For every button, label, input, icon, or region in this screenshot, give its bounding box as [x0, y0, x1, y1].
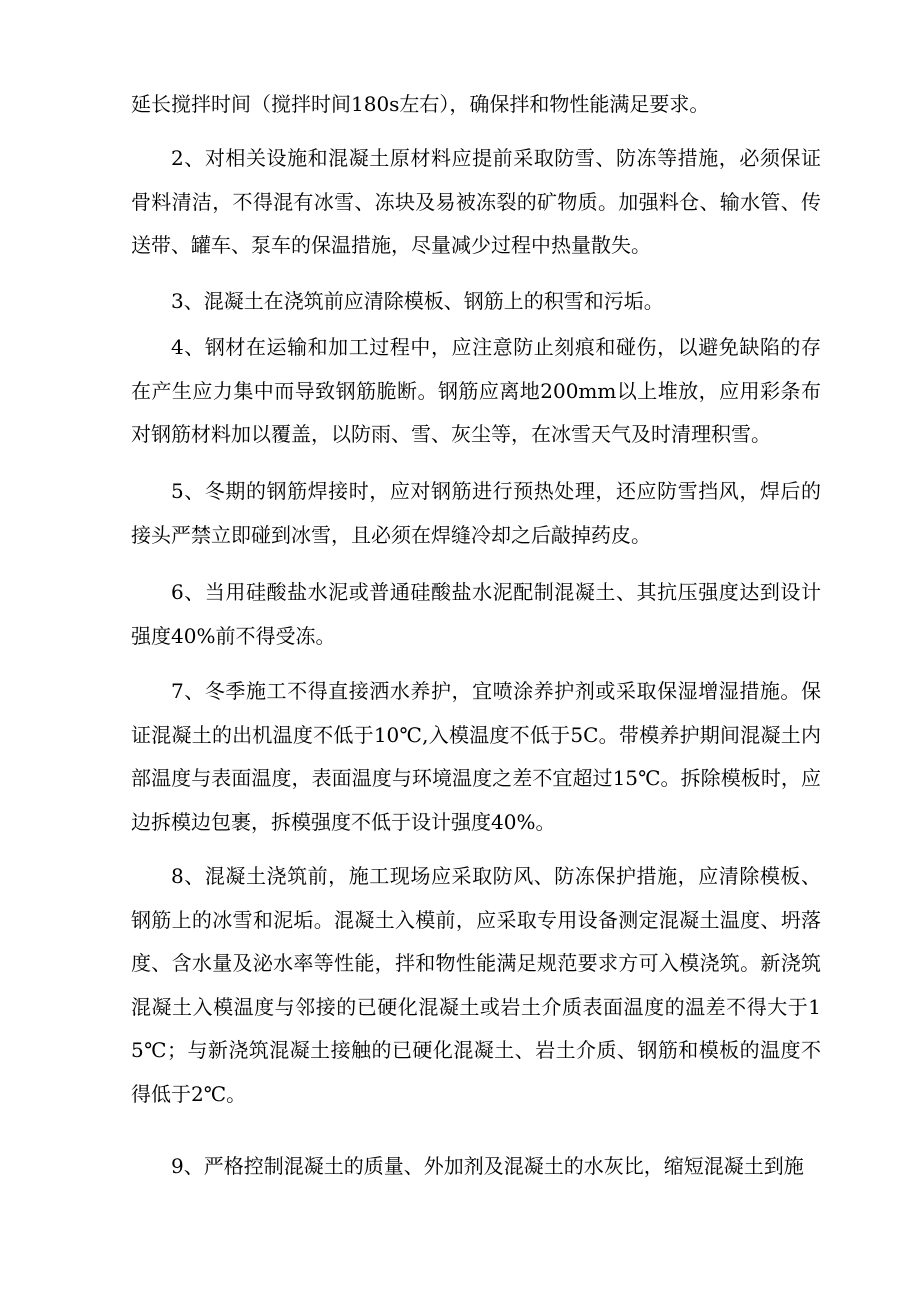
paragraph-item-2: 2、对相关设施和混凝土原材料应提前采取防雪、防冻等措施，必须保证骨料清洁，不得混有冰雪、冻块及易被冻裂的矿物质。加强料仓、输水管、传送带、罐车、泵车的保温措施，尽量减少过程中热量散失。: [131, 146, 821, 257]
paragraph-item-6: 6、当用硅酸盐水泥或普通硅酸盐水泥配制混凝土、其抗压强度达到设计强度40%前不得受冻。: [131, 580, 821, 648]
paragraph-item-3: 3、混凝土在浇筑前应清除模板、钢筋上的积雪和污垢。: [171, 289, 664, 313]
paragraph-item-4: 4、钢材在运输和加工过程中，应注意防止刻痕和碰伤，以避免缺陷的存在产生应力集中而导致钢筋脆断。钢筋应离地200mm以上堆放，应用彩条布对钢筋材料加以覆盖，以防雨、雪、灰尘等，在冰雪天气及时清理积雪。: [131, 335, 821, 446]
paragraph-item-5: 5、冬期的钢筋焊接时，应对钢筋进行预热处理，还应防雪挡风，焊后的接头严禁立即碰到冰雪，且必须在焊缝冷却之后敲掉药皮。: [131, 479, 821, 547]
paragraph-continuation: 延长搅拌时间（搅拌时间180s左右），确保拌和物性能满足要求。: [131, 92, 710, 116]
paragraph-item-9: 9、严格控制混凝土的质量、外加剂及混凝土的水灰比，缩短混凝土到施: [171, 1154, 804, 1178]
paragraph-item-8: 8、混凝土浇筑前，施工现场应采取防风、防冻保护措施，应清除模板、钢筋上的冰雪和泥垢。混凝土入模前，应采取专用设备测定混凝土温度、坍落度、含水量及泌水率等性能，拌和物性能满足规范要求方可入模浇筑。新浇筑混凝土入模温度与邻接的已硬化混凝土或岩土介质表面温度的温差不得大于15℃；与新浇筑混凝土接触的已硬化混凝土、岩土介质、钢筋和模板的温度不得低于2℃。: [131, 864, 821, 1106]
paragraph-item-7: 7、冬季施工不得直接洒水养护，宜喷涂养护剂或采取保湿增湿措施。保证混凝土的出机温度不低于10℃,入模温度不低于5C。带模养护期间混凝土内部温度与表面温度，表面温度与环境温度之差不宜超过15℃。拆除模板时，应边拆模边包裹，拆模强度不低于设计强度40%。: [131, 679, 821, 834]
